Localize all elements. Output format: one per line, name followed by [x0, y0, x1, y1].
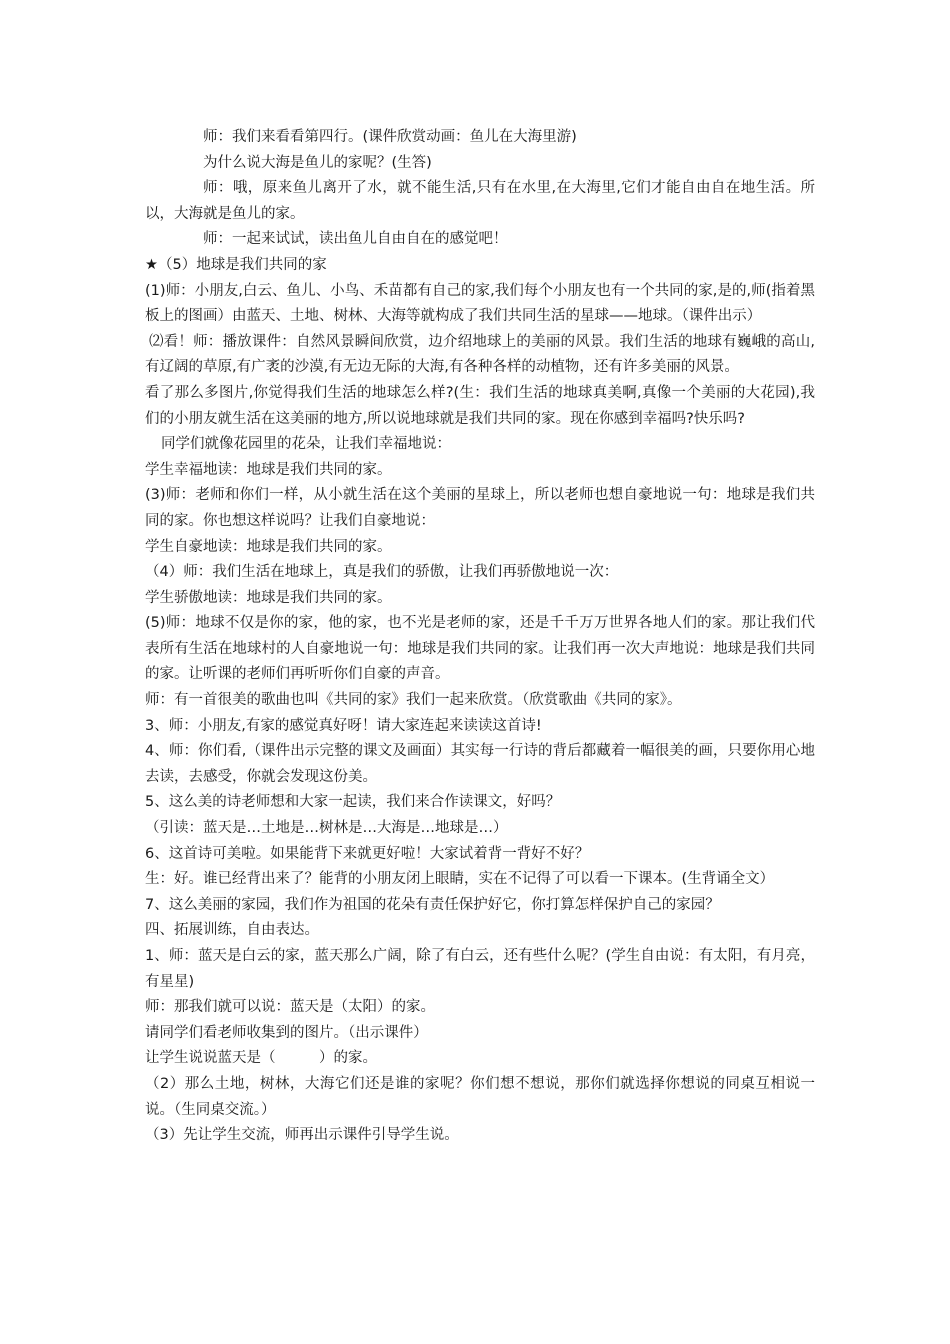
paragraph: (1)师：小朋友,白云、鱼儿、小鸟、禾苗都有自己的家,我们每个小朋友也有一个共同的家,是的,师(指着黑板上的图画）由蓝天、土地、树林、大海等就构成了我们共同生活的星球——地球。（课件出示） — [145, 282, 815, 325]
paragraph: 3、师：小朋友,有家的感觉真好呀！请大家连起来读读这首诗! — [145, 717, 542, 734]
paragraph: 学生自豪地读：地球是我们共同的家。 — [145, 538, 392, 555]
paragraph: 为什么说大海是鱼儿的家呢？(生答) — [203, 154, 432, 171]
paragraph: （4）师：我们生活在地球上，真是我们的骄傲，让我们再骄傲地说一次： — [145, 564, 619, 581]
paragraph: 师：有一首很美的歌曲也叫《共同的家》我们一起来欣赏。（欣赏歌曲《共同的家》。 — [145, 692, 682, 709]
paragraph: 请同学们看老师收集到的图片。（出示课件） — [145, 1024, 428, 1041]
paragraph: 生：好。谁已经背出来了？能背的小朋友闭上眼睛，实在不记得了可以看一下课本。(生背诵全文） — [145, 871, 775, 888]
section-heading: ★（5）地球是我们共同的家 — [145, 256, 327, 273]
paragraph: 师：哦，原来鱼儿离开了水，就不能生活,只有在水里,在大海里,它们才能自由自在地生活。所以，大海就是鱼儿的家。 — [145, 180, 815, 222]
paragraph: 6、这首诗可美啦。如果能背下来就更好啦！大家试着背一背好不好？ — [145, 845, 590, 862]
paragraph: 师：一起来试试，读出鱼儿自由自在的感觉吧！ — [203, 231, 508, 248]
paragraph: (3)师：老师和你们一样，从小就生活在这个美丽的星球上，所以老师也想自豪地说一句：地球是我们共同的家。你也想这样说吗？让我们自豪地说： — [145, 487, 815, 529]
paragraph: (5)师：地球不仅是你的家，他的家，也不光是老师的家，还是千千万万世界各地人们的家。那让我们代表所有生活在地球村的人自豪地说一句：地球是我们共同的家。让我们再一次大声地说：地球是我们共同的家。让听课的老师们再听听你们自豪的声音。 — [145, 615, 815, 683]
paragraph: 让学生说说蓝天是（ ）的家。 — [145, 1050, 377, 1067]
paragraph: （2）那么土地，树林，大海它们还是谁的家呢？你们想不想说，那你们就选择你想说的同桌互相说一说。（生同桌交流。） — [145, 1075, 815, 1118]
paragraph: 4、师：你们看,（课件出示完整的课文及画面）其实每一行诗的背后都藏着一幅很美的画，只要你用心地去读，去感受，你就会发现这份美。 — [145, 743, 815, 785]
paragraph: 学生骄傲地读：地球是我们共同的家。 — [145, 589, 392, 606]
document-body — [145, 125, 815, 1149]
paragraph: 1、师：蓝天是白云的家，蓝天那么广阔，除了有白云，还有些什么呢？(学生自由说：有太阳，有月亮，有星星) — [145, 948, 815, 990]
paragraph: 学生幸福地读：地球是我们共同的家。 — [145, 461, 392, 478]
paragraph: 7、这么美丽的家园，我们作为祖国的花朵有责任保护好它，你打算怎样保护自己的家园？ — [145, 896, 720, 913]
paragraph: 同学们就像花园里的花朵，让我们幸福地说： — [161, 436, 451, 453]
paragraph: ⑵看！师：播放课件：自然风景瞬间欣赏，边介绍地球上的美丽的风景。我们生活的地球有巍峨的高山,有辽阔的草原,有广袤的沙漠,有无边无际的大海,有各种各样的动植物，还有许多美丽的风景。 — [145, 333, 815, 376]
paragraph: 5、这么美的诗老师想和大家一起读，我们来合作读课文，好吗？ — [145, 794, 561, 811]
paragraph: （3）先让学生交流，师再出示课件引导学生说。 — [145, 1127, 459, 1144]
paragraph: （引读：蓝天是…土地是…树林是…大海是…地球是…） — [145, 820, 508, 837]
paragraph: 师：那我们就可以说：蓝天是（太阳）的家。 — [145, 999, 435, 1016]
section-heading: 四、拓展训练，自由表达。 — [145, 922, 319, 939]
paragraph: 师：我们来看看第四行。(课件欣赏动画：鱼儿在大海里游) — [203, 129, 577, 145]
paragraph: 看了那么多图片,你觉得我们生活的地球怎么样?(生：我们生活的地球真美啊,真像一个美丽的大花园),我们的小朋友就生活在这美丽的地方,所以说地球就是我们共同的家。现在你感到幸福吗?快乐吗? — [145, 384, 815, 427]
